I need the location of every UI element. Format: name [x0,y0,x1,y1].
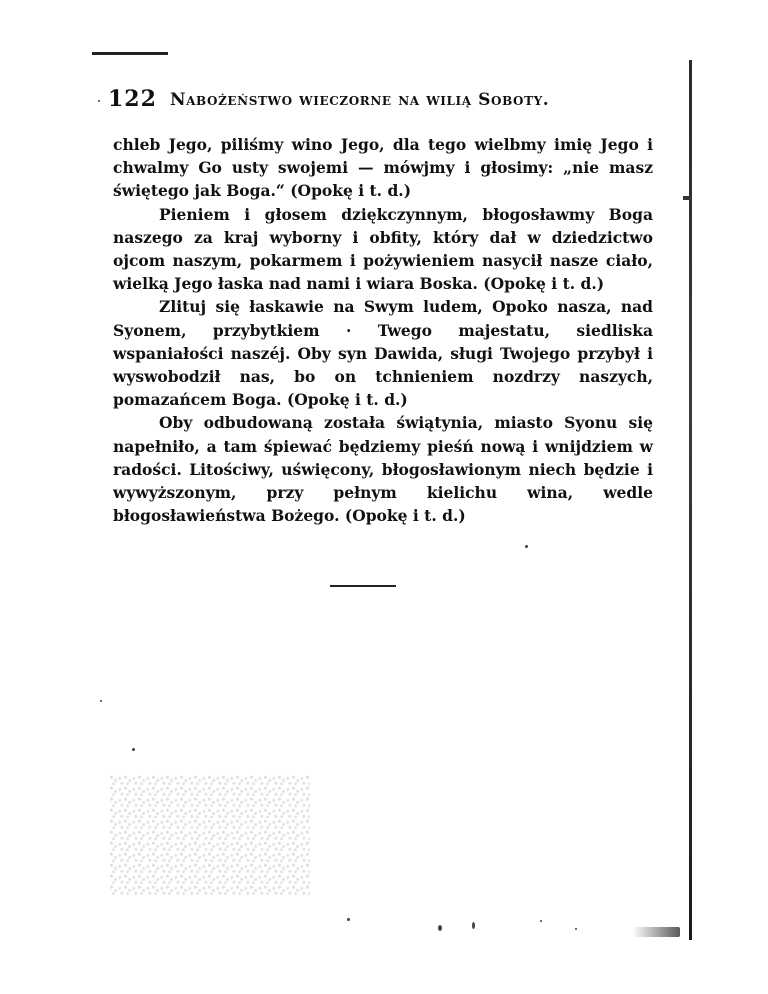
ink-speck [575,928,577,930]
running-head [108,86,608,120]
top-rule [92,52,168,55]
page-edge-line [689,60,692,940]
paragraph: Pieniem i głosem dziękczynnym, błogosławmy Boga naszego za kraj wyborny i obfity, który dał w dziedzictwo ojcom naszym, pokarmem i pożywieniem nasycił nasze ciało, wielką Jego łaska nad nami i wiara Boska. (Opokę i t. d.) [113,204,653,294]
page-number: 122 [108,86,157,112]
ink-speck [347,918,350,921]
print-bleed-noise [110,775,310,895]
ink-speck [540,920,542,922]
page-edge-notch [683,196,692,200]
body-text [113,133,653,527]
ink-speck [472,922,475,929]
paragraph: Oby odbudowaną została świątynia, miasto Syonu się napełniło, a tam śpiewać będziemy pieśń nową i wnijdziem w radości. Litościwy, uświęcony, błogosławionym niech będzie i wywyższonym, przy pełnym kielichu wina, wedle błogosławieństwa Bożego. (Opokę i t. d.) [113,413,653,526]
ink-speck [132,748,135,751]
corner-smudge [632,927,680,937]
ink-speck [438,925,442,931]
ink-speck [100,700,102,702]
end-rule [330,585,396,587]
paragraph: chleb Jego, piliśmy wino Jego, dla tego wielbmy imię Jego i chwalmy Go usty swojemi — mówjmy i głosimy: „nie masz świętego jak Boga.“ (Opokę i t. d.) [113,135,653,201]
ink-speck [525,545,528,548]
running-title: Nabożeństwo wieczorne na wilią Soboty. [170,90,550,110]
ink-speck [98,100,100,102]
paragraph: Zlituj się łaskawie na Swym ludem, Opoko nasza, nad Syonem, przybytkiem · Twego majestatu, siedliska wspaniałości naszéj. Oby syn Dawida, sługi Twojego przybył i wyswobodził nas, bo on tchnieniem nozdrzy naszych, pomazańcem Boga. (Opokę i t. d.) [113,297,653,410]
